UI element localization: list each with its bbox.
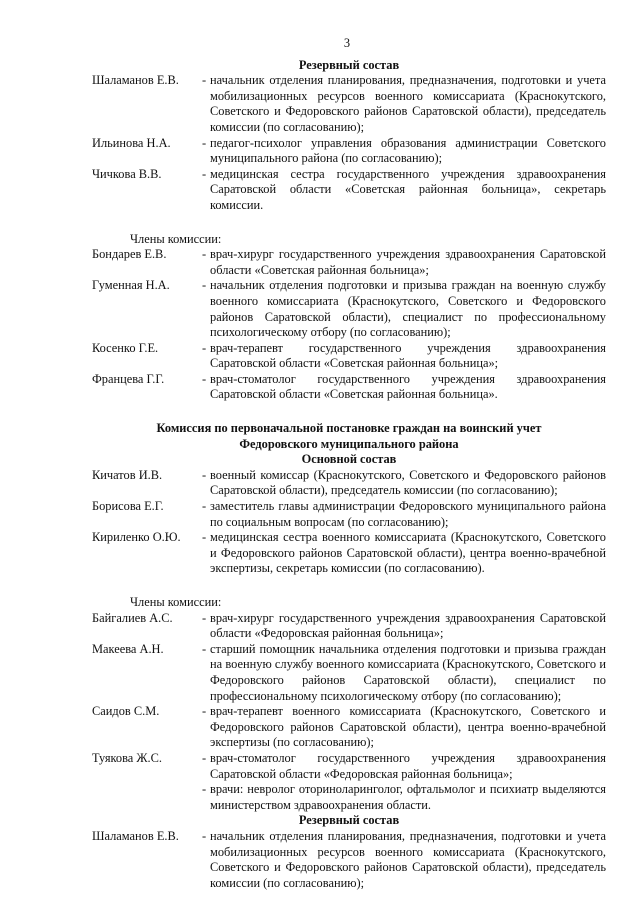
person-name: Макеева А.Н. (92, 641, 164, 656)
person-name: Борисова Е.Г. (92, 499, 164, 514)
person-row (92, 751, 606, 782)
members-list-2 (92, 611, 606, 814)
person-role: - медицинская сестра государственного учреждения здравоохранения Саратовской области «Советская районная больница», секретарь комиссии. (202, 167, 606, 214)
main-composition-heading: Основной состав (301, 452, 397, 467)
person-name: Чичкова В.В. (92, 166, 162, 181)
person-row (92, 341, 606, 372)
person-row (92, 642, 606, 704)
members-label-2: Члены комиссии: (130, 595, 222, 609)
person-name: Кичатов И.В. (92, 467, 163, 482)
person-name: Ильинова Н.А. (92, 135, 171, 150)
person-row (92, 611, 606, 642)
person-role: - старший помощник начальника отделения подготовки и призыва граждан на военную службу военного комиссариата (Краснокутского, Советского и Федоровского районов Саратовской области), специалист по профессиональному психологическому отбору (по согласованию); (202, 642, 606, 704)
person-role: - врачи: невролог оториноларинголог, офтальмолог и психиатр выделяются министерством здравоохранения области. (202, 782, 606, 813)
commission-title-line2: Федоровского муниципального района (239, 436, 459, 451)
commission-title-line1: Комиссия по первоначальной постановке граждан на воинский учет (156, 421, 542, 436)
person-role: - начальник отделения подготовки и призыва граждан на военную службу военного комиссариата (Краснокутского, Советского и Федоровского районов Саратовской области), специалист по профессиональному психологическому отбору (по согласованию); (202, 278, 606, 340)
members-list-1 (92, 247, 606, 403)
person-name: Шаламанов Е.В. (92, 828, 179, 843)
reserve-heading-2: Резервный состав (298, 813, 400, 828)
person-role: - военный комиссар (Краснокутского, Советского и Федоровского районов Саратовской области), председатель комиссии (по согласованию); (202, 468, 606, 499)
person-name: Кириленко О.Ю. (92, 530, 181, 545)
person-name: Байгалиев А.С. (92, 610, 173, 625)
main-list-2 (92, 468, 606, 577)
person-role: - педагог-психолог управления образования администрации Советского муниципального района (по согласованию); (202, 136, 606, 167)
members-label-1: Члены комиссии: (130, 231, 222, 246)
person-role: - заместитель главы администрации Федоровского муниципального района по социальным вопросам (по согласованию); (202, 499, 606, 530)
person-name: Бондарев Е.В. (92, 247, 167, 262)
person-role: - врач-стоматолог государственного учреждения здравоохранения Саратовской области «Федоровская районная больница»; (202, 751, 606, 782)
person-row (92, 247, 606, 278)
person-name: Туякова Ж.С. (92, 750, 162, 765)
person-name (92, 782, 202, 813)
person-row (92, 468, 606, 499)
person-role: - врач-терапевт военного комиссариата (Краснокутского, Советского и Федоровского районов Саратовской области), центра военно-врачебной экспертизы (по согласованию); (202, 704, 606, 751)
person-name: Шаламанов Е.В. (92, 73, 179, 88)
person-row (92, 278, 606, 340)
person-row (92, 704, 606, 751)
person-row (92, 73, 606, 135)
person-row (92, 829, 606, 891)
person-row (92, 782, 606, 813)
person-role: - начальник отделения планирования, предназначения, подготовки и учета мобилизационных ресурсов военного комиссариата (Краснокутского, Советского и Федоровского районов Саратовской области), председатель комиссии (по согласованию); (202, 73, 606, 135)
person-row (92, 530, 606, 577)
person-name: Францева Г.Г. (92, 371, 165, 386)
reserve-heading-1: Резервный состав (298, 57, 400, 72)
person-row (92, 136, 606, 167)
person-row (92, 372, 606, 403)
person-role: - врач-хирург государственного учреждения здравоохранения Саратовской области «Советская районная больница»; (202, 247, 606, 278)
person-role: - врач-терапевт государственного учреждения здравоохранения Саратовской области «Советская районная больница»; (202, 341, 606, 372)
person-role: - врач-хирург государственного учреждения здравоохранения Саратовской области «Федоровская районная больница»; (202, 611, 606, 642)
person-row (92, 167, 606, 214)
person-role: - врач-стоматолог государственного учреждения здравоохранения Саратовской области «Советская районная больница». (202, 372, 606, 403)
person-name: Косенко Г.Е. (92, 340, 159, 355)
reserve-list-1 (92, 73, 606, 213)
person-role: - начальник отделения планирования, предназначения, подготовки и учета мобилизационных ресурсов военного комиссариата (Краснокутского, Советского и Федоровского районов Саратовской области), председатель комиссии (по согласованию); (202, 829, 606, 891)
person-row (92, 499, 606, 530)
person-role: - медицинская сестра военного комиссариата (Краснокутского, Советского и Федоровского районов Саратовской области), центра военно-врачебной экспертизы, секретарь комиссии (по согласованию). (202, 530, 606, 577)
reserve-list-2 (92, 829, 606, 891)
person-name: Гуменная Н.А. (92, 278, 170, 293)
page-number: 3 (343, 36, 351, 50)
person-name: Саидов С.М. (92, 704, 160, 719)
